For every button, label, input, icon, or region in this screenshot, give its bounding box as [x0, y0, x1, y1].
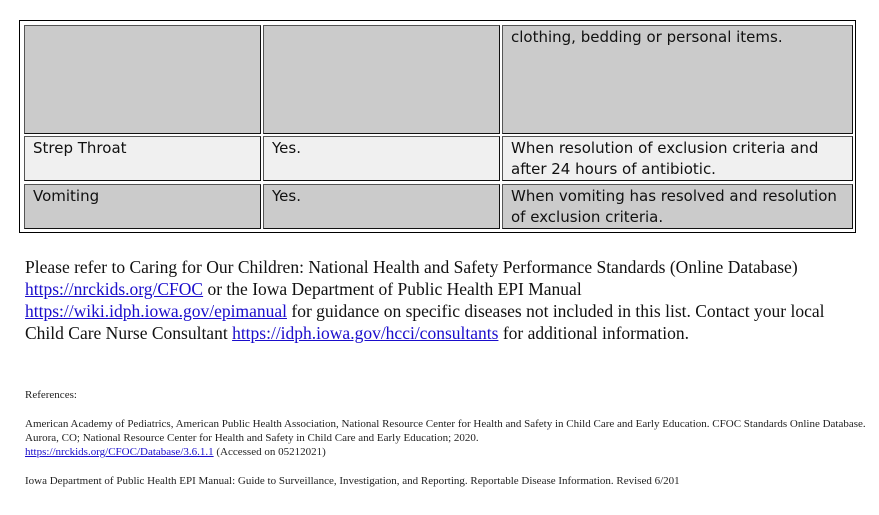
references-heading: References:	[25, 389, 77, 401]
reference-accessed: (Accessed on 05212021)	[213, 446, 326, 458]
reference-text: American Academy of Pediatrics, American Public Health Association, National Resource Center for Health and Safety in Child Care and Early Education. CFOC Standards Online Database. Aurora, CO; National Resource Center for Health and Safety in Child Care and Early Education; 2020.	[25, 418, 866, 444]
table-cell-condition: Strep Throat	[24, 136, 261, 181]
table-cell-return: When resolution of exclusion criteria and after 24 hours of antibiotic.	[502, 136, 853, 181]
reference-item	[25, 417, 870, 459]
table-cell-exclude: Yes.	[263, 184, 500, 229]
table-cell-exclude	[263, 25, 500, 134]
consultants-link[interactable]: https://idph.iowa.gov/hcci/consultants	[232, 323, 499, 343]
table-cell-return: clothing, bedding or personal items.	[502, 25, 853, 134]
guidance-text: Please refer to Caring for Our Children: National Health and Safety Performance Standards (Online Database)	[25, 257, 798, 277]
cfoc-database-link[interactable]: https://nrckids.org/CFOC/Database/3.6.1.1	[25, 446, 214, 458]
guidance-text: for guidance on specific diseases not included in this list. Contact your local Child Care Nurse Consultant	[25, 301, 825, 343]
cfoc-link[interactable]: https://nrckids.org/CFOC	[25, 279, 204, 299]
table-cell-exclude: Yes.	[263, 136, 500, 181]
table-cell-condition: Vomiting	[24, 184, 261, 229]
guidance-text: for additional information.	[498, 323, 689, 343]
guidance-text: or the Iowa Department of Public Health EPI Manual	[203, 279, 582, 299]
exclusion-table	[19, 20, 856, 233]
epi-manual-link[interactable]: https://wiki.idph.iowa.gov/epimanual	[25, 301, 287, 321]
table-cell-condition	[24, 25, 261, 134]
reference-item: Iowa Department of Public Health EPI Manual: Guide to Surveillance, Investigation, and Reporting. Reportable Disease Information. Revised 6/201	[25, 475, 680, 487]
table-cell-return: When vomiting has resolved and resolution of exclusion criteria.	[502, 184, 853, 229]
guidance-paragraph	[25, 256, 845, 344]
